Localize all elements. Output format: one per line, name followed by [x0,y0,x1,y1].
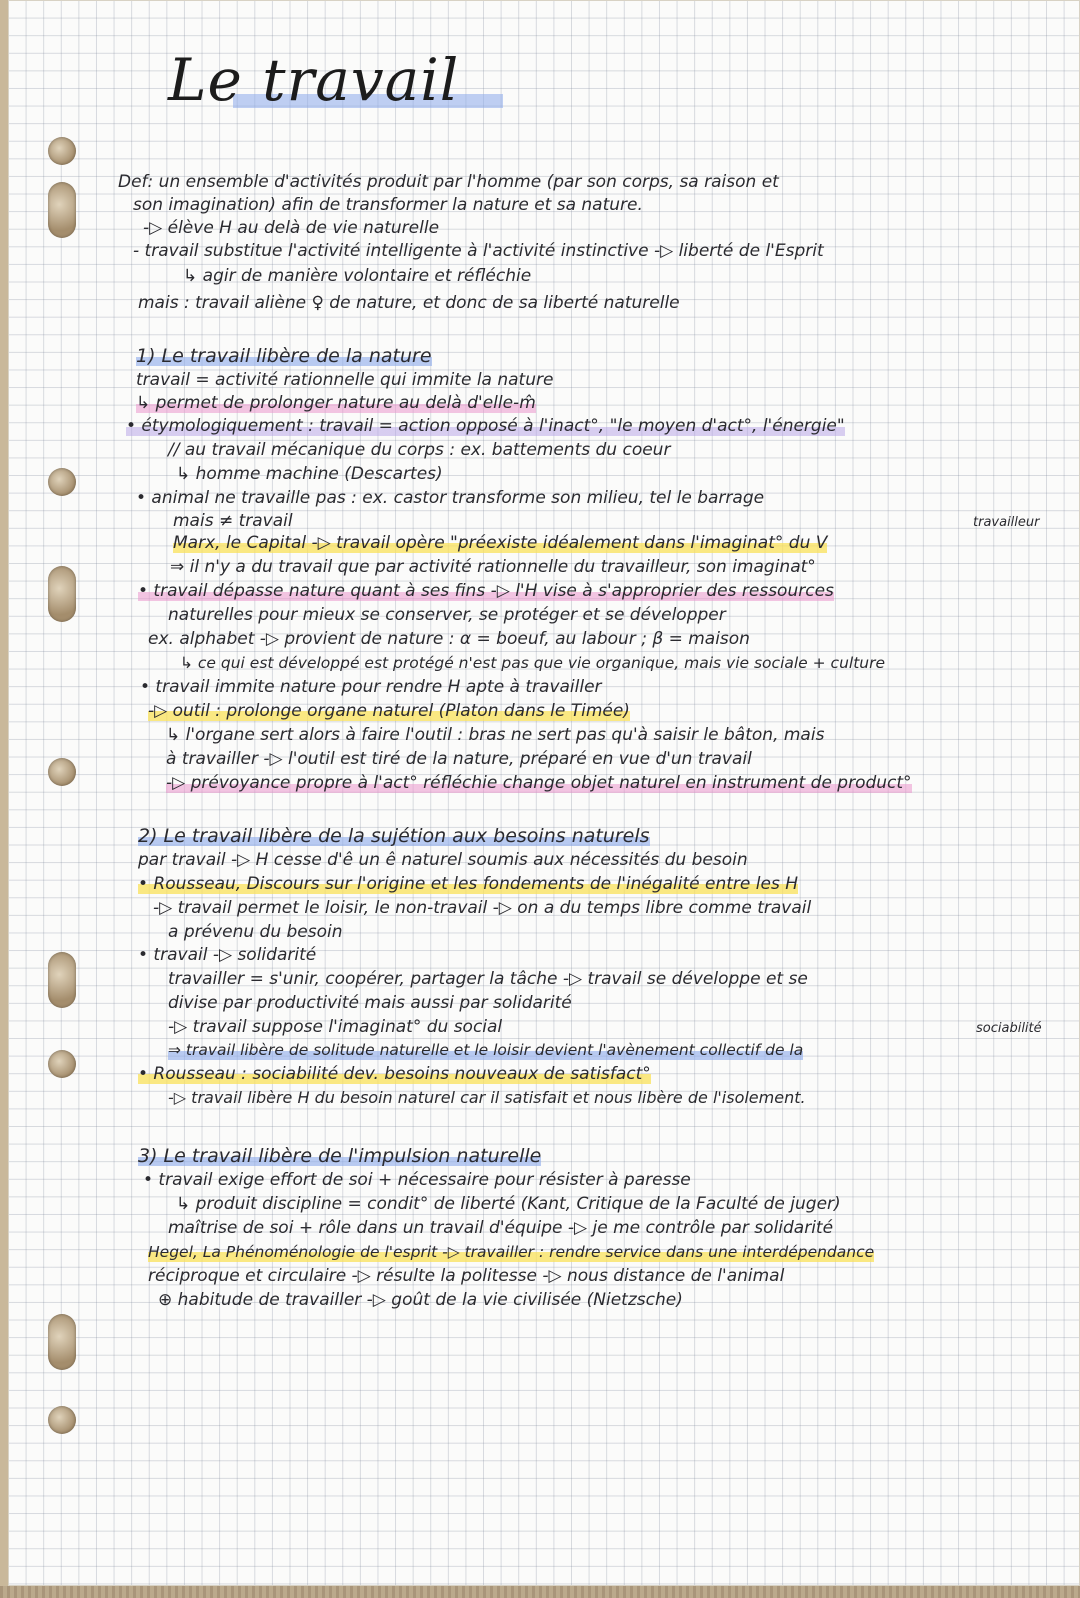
note-line: naturelles pour mieux se conserver, se protéger et se développer [168,605,726,625]
note-line: • travail -▷ solidarité [138,945,317,965]
note-line: son imagination) afin de transformer la nature et sa nature. [133,195,643,215]
note-line: Marx, le Capital -▷ travail opère "préexiste idéalement dans l'imaginat° du V [173,533,828,553]
note-line: • Rousseau : sociabilité dev. besoins nouveaux de satisfact° [138,1064,651,1084]
binder-hole [48,1314,76,1370]
note-line: -▷ outil : prolonge organe naturel (Platon dans le Timée) [148,701,630,721]
note-line: • travail immite nature pour rendre H apte à travailler [140,677,602,697]
note-line: travail = activité rationnelle qui immite la nature [136,370,554,390]
note-line: • étymologiquement : travail = action opposé à l'inact°, "le moyen d'act°, l'énergie" [126,416,845,436]
binder-hole [48,137,76,165]
binder-hole [48,952,76,1008]
note-line: a prévenu du besoin [168,922,343,942]
note-line: travailler = s'unir, coopérer, partager la tâche -▷ travail se développe et se [168,969,808,989]
section-heading: 1) Le travail libère de la nature [136,345,432,367]
section-heading: 3) Le travail libère de l'impulsion naturelle [138,1145,542,1167]
section-heading: 2) Le travail libère de la sujétion aux besoins naturels [138,825,650,847]
note-line: ↳ agir de manière volontaire et réfléchie [183,266,532,286]
note-line: ↳ ce qui est développé est protégé n'est pas que vie organique, mais vie sociale + culture [180,654,886,672]
note-line: -▷ travail libère H du besoin naturel car il satisfait et nous libère de l'isolement. [168,1088,806,1107]
margin-note: travailleur [973,515,1040,530]
note-line: • animal ne travaille pas : ex. castor transforme son milieu, tel le barrage [136,488,765,508]
note-line: ex. alphabet -▷ provient de nature : α = boeuf, au labour ; β = maison [148,629,750,649]
note-line: // au travail mécanique du corps : ex. battements du coeur [168,440,671,460]
note-line: • Rousseau, Discours sur l'origine et les fondements de l'inégalité entre les H [138,874,798,894]
note-line: ↳ l'organe sert alors à faire l'outil : bras ne sert pas qu'à saisir le bâton, mais [166,725,825,745]
page-title: Le travail [168,46,460,114]
note-line: maîtrise de soi + rôle dans un travail d'équipe -▷ je me contrôle par solidarité [168,1218,834,1238]
note-line: ⊕ habitude de travailler -▷ goût de la vie civilisée (Nietzsche) [158,1290,683,1310]
note-line: • travail dépasse nature quant à ses fins -▷ l'H vise à s'approprier des ressources [138,581,834,601]
binder-hole [48,758,76,786]
note-line: - travail substitue l'activité intelligente à l'activité instinctive -▷ liberté de l'Esprit [133,241,824,261]
note-line: -▷ élève H au delà de vie naturelle [143,218,440,238]
note-line: ↳ permet de prolonger nature au delà d'elle-m̂ [136,393,536,413]
margin-note: sociabilité [976,1021,1042,1036]
note-line: ⇒ il n'y a du travail que par activité rationnelle du travailleur, son imaginat° [170,557,816,577]
note-line: Def: un ensemble d'activités produit par l'homme (par son corps, sa raison et [118,172,779,192]
binder-hole [48,182,76,238]
note-line: à travailler -▷ l'outil est tiré de la nature, préparé en vue d'un travail [166,749,752,769]
binder-hole [48,468,76,496]
note-line: ⇒ travail libère de solitude naturelle et le loisir devient l'avènement collectif de la [168,1041,804,1059]
binder-hole [48,1050,76,1078]
note-line: par travail -▷ H cesse d'ê un ê naturel soumis aux nécessités du besoin [138,850,748,870]
note-line: mais ≠ travail [173,511,293,531]
note-line: • travail exige effort de soi + nécessaire pour résister à paresse [143,1170,691,1190]
note-line: ↳ homme machine (Descartes) [176,464,443,484]
note-line: -▷ travail suppose l'imaginat° du social [168,1017,503,1037]
desk-edge [0,1586,1080,1598]
note-line: -▷ travail permet le loisir, le non-travail -▷ on a du temps libre comme travail [153,898,812,918]
note-line: Hegel, La Phénoménologie de l'esprit -▷ travailler : rendre service dans une interdépendance [148,1243,875,1261]
notebook-page [8,0,1080,1586]
binder-hole [48,566,76,622]
note-line: ↳ produit discipline = condit° de liberté (Kant, Critique de la Faculté de juger) [176,1194,841,1214]
binder-hole [48,1406,76,1434]
note-line: réciproque et circulaire -▷ résulte la politesse -▷ nous distance de l'animal [148,1266,785,1286]
note-line: divise par productivité mais aussi par solidarité [168,993,572,1013]
note-line: mais : travail aliène ♀ de nature, et donc de sa liberté naturelle [138,293,680,313]
note-line: -▷ prévoyance propre à l'act° réfléchie change objet naturel en instrument de product° [166,773,912,793]
